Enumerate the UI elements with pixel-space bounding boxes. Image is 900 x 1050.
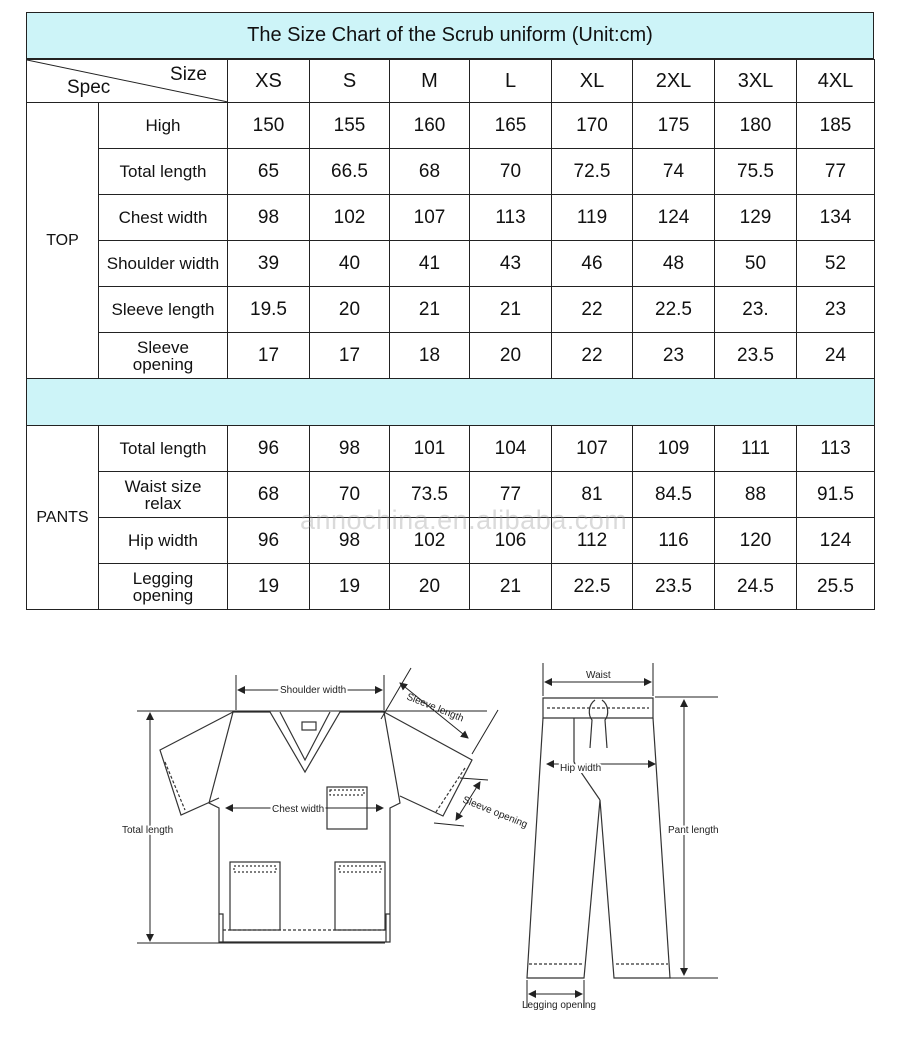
section-divider-cell xyxy=(27,379,875,426)
value-cell: 101 xyxy=(390,426,470,472)
value-cell: 91.5 xyxy=(797,472,875,518)
value-cell: 70 xyxy=(310,472,390,518)
table-row xyxy=(27,195,875,241)
value-cell: 70 xyxy=(470,149,552,195)
size-header: M xyxy=(390,60,470,103)
value-cell: 23.5 xyxy=(633,564,715,610)
row-label: Hip width xyxy=(99,518,228,564)
value-cell: 160 xyxy=(390,103,470,149)
value-cell: 112 xyxy=(552,518,633,564)
measurement-diagram xyxy=(0,630,900,1045)
diagram-svg xyxy=(0,630,900,1045)
size-header: 4XL xyxy=(797,60,875,103)
value-cell: 107 xyxy=(552,426,633,472)
pants-drawing xyxy=(527,698,670,978)
value-cell: 185 xyxy=(797,103,875,149)
shirt-drawing xyxy=(160,712,472,942)
value-cell: 68 xyxy=(228,472,310,518)
value-cell: 46 xyxy=(552,241,633,287)
value-cell: 66.5 xyxy=(310,149,390,195)
value-cell: 50 xyxy=(715,241,797,287)
sleeve-opening-label: Sleeve opening xyxy=(460,794,529,831)
value-cell: 120 xyxy=(715,518,797,564)
value-cell: 98 xyxy=(310,518,390,564)
value-cell: 106 xyxy=(470,518,552,564)
value-cell: 98 xyxy=(310,426,390,472)
shirt-dimension-labels xyxy=(122,685,529,836)
row-label: Shoulder width xyxy=(99,241,228,287)
spec-label: Spec xyxy=(67,77,111,98)
hip-width-label: Hip width xyxy=(560,763,602,774)
header-row xyxy=(27,60,875,103)
value-cell: 20 xyxy=(390,564,470,610)
value-cell: 175 xyxy=(633,103,715,149)
value-cell: 124 xyxy=(797,518,875,564)
value-cell: 124 xyxy=(633,195,715,241)
value-cell: 72.5 xyxy=(552,149,633,195)
value-cell: 17 xyxy=(228,333,310,379)
row-label-line: opening xyxy=(132,585,194,605)
row-label-line: opening xyxy=(132,354,194,374)
value-cell: 96 xyxy=(228,426,310,472)
row-label-line: Waist size xyxy=(124,476,202,496)
value-cell: 102 xyxy=(310,195,390,241)
shoulder-width-label: Shoulder width xyxy=(280,685,347,696)
value-cell: 129 xyxy=(715,195,797,241)
size-header: 2XL xyxy=(633,60,715,103)
value-cell: 165 xyxy=(470,103,552,149)
waist-label: Waist xyxy=(586,670,611,681)
value-cell: 134 xyxy=(797,195,875,241)
value-cell: 21 xyxy=(470,287,552,333)
value-cell: 20 xyxy=(310,287,390,333)
value-cell: 88 xyxy=(715,472,797,518)
value-cell: 180 xyxy=(715,103,797,149)
row-label-line: relax xyxy=(144,493,182,513)
value-cell: 73.5 xyxy=(390,472,470,518)
total-length-label: Total length xyxy=(122,825,174,836)
value-cell: 25.5 xyxy=(797,564,875,610)
value-cell: 109 xyxy=(633,426,715,472)
value-cell: 119 xyxy=(552,195,633,241)
value-cell: 113 xyxy=(470,195,552,241)
row-label: Sleeve length xyxy=(99,287,228,333)
value-cell: 22 xyxy=(552,333,633,379)
value-cell: 116 xyxy=(633,518,715,564)
value-cell: 65 xyxy=(228,149,310,195)
pants-dimension-labels xyxy=(522,670,719,1011)
value-cell: 18 xyxy=(390,333,470,379)
value-cell: 22 xyxy=(552,287,633,333)
value-cell: 81 xyxy=(552,472,633,518)
table-row xyxy=(27,103,875,149)
value-cell: 77 xyxy=(470,472,552,518)
value-cell: 155 xyxy=(310,103,390,149)
size-header: XL xyxy=(552,60,633,103)
value-cell: 40 xyxy=(310,241,390,287)
value-cell: 77 xyxy=(797,149,875,195)
value-cell: 150 xyxy=(228,103,310,149)
value-cell: 52 xyxy=(797,241,875,287)
row-label-line: Sleeve xyxy=(137,337,189,357)
value-cell: 84.5 xyxy=(633,472,715,518)
value-cell: 74 xyxy=(633,149,715,195)
section-divider xyxy=(27,379,875,426)
watermark: annochina.en.alibaba.com xyxy=(300,505,628,535)
pant-length-label: Pant length xyxy=(668,825,719,836)
group-top: TOP xyxy=(27,103,99,379)
chest-width-label: Chest width xyxy=(272,804,325,815)
value-cell: 19 xyxy=(310,564,390,610)
size-header: S xyxy=(310,60,390,103)
value-cell: 23.5 xyxy=(715,333,797,379)
size-label: Size xyxy=(170,64,207,85)
value-cell: 98 xyxy=(228,195,310,241)
value-cell: 20 xyxy=(470,333,552,379)
value-cell: 48 xyxy=(633,241,715,287)
value-cell: 170 xyxy=(552,103,633,149)
table-row xyxy=(27,241,875,287)
value-cell: 39 xyxy=(228,241,310,287)
table-row xyxy=(27,333,875,379)
size-chart xyxy=(26,12,874,629)
value-cell: 24 xyxy=(797,333,875,379)
value-cell: 22.5 xyxy=(633,287,715,333)
row-label: High xyxy=(99,103,228,149)
value-cell: 17 xyxy=(310,333,390,379)
row-label: Chest width xyxy=(99,195,228,241)
legging-opening-label: Legging opening xyxy=(522,1000,596,1011)
row-label xyxy=(99,333,228,379)
value-cell: 21 xyxy=(470,564,552,610)
size-header: XS xyxy=(228,60,310,103)
group-pants: PANTS xyxy=(27,426,99,610)
value-cell: 111 xyxy=(715,426,797,472)
row-label-line: Legging xyxy=(132,568,194,588)
row-label xyxy=(99,472,228,518)
row-label: Total length xyxy=(99,426,228,472)
value-cell: 19 xyxy=(228,564,310,610)
table-row xyxy=(27,287,875,333)
value-cell: 24.5 xyxy=(715,564,797,610)
value-cell: 23. xyxy=(715,287,797,333)
value-cell: 75.5 xyxy=(715,149,797,195)
value-cell: 43 xyxy=(470,241,552,287)
spec-size-corner xyxy=(27,60,228,103)
value-cell: 19.5 xyxy=(228,287,310,333)
sleeve-length-label: Sleeve length xyxy=(404,691,466,725)
value-cell: 41 xyxy=(390,241,470,287)
size-header: L xyxy=(470,60,552,103)
row-label: Total length xyxy=(99,149,228,195)
value-cell: 21 xyxy=(390,287,470,333)
value-cell: 113 xyxy=(797,426,875,472)
value-cell: 104 xyxy=(470,426,552,472)
value-cell: 23 xyxy=(633,333,715,379)
value-cell: 107 xyxy=(390,195,470,241)
row-label xyxy=(99,564,228,610)
value-cell: 96 xyxy=(228,518,310,564)
table-row xyxy=(27,426,875,472)
value-cell: 102 xyxy=(390,518,470,564)
table-row xyxy=(27,149,875,195)
value-cell: 68 xyxy=(390,149,470,195)
size-header: 3XL xyxy=(715,60,797,103)
table-row xyxy=(27,564,875,610)
value-cell: 22.5 xyxy=(552,564,633,610)
value-cell: 23 xyxy=(797,287,875,333)
chart-title: The Size Chart of the Scrub uniform (Unit:cm) xyxy=(26,12,874,59)
